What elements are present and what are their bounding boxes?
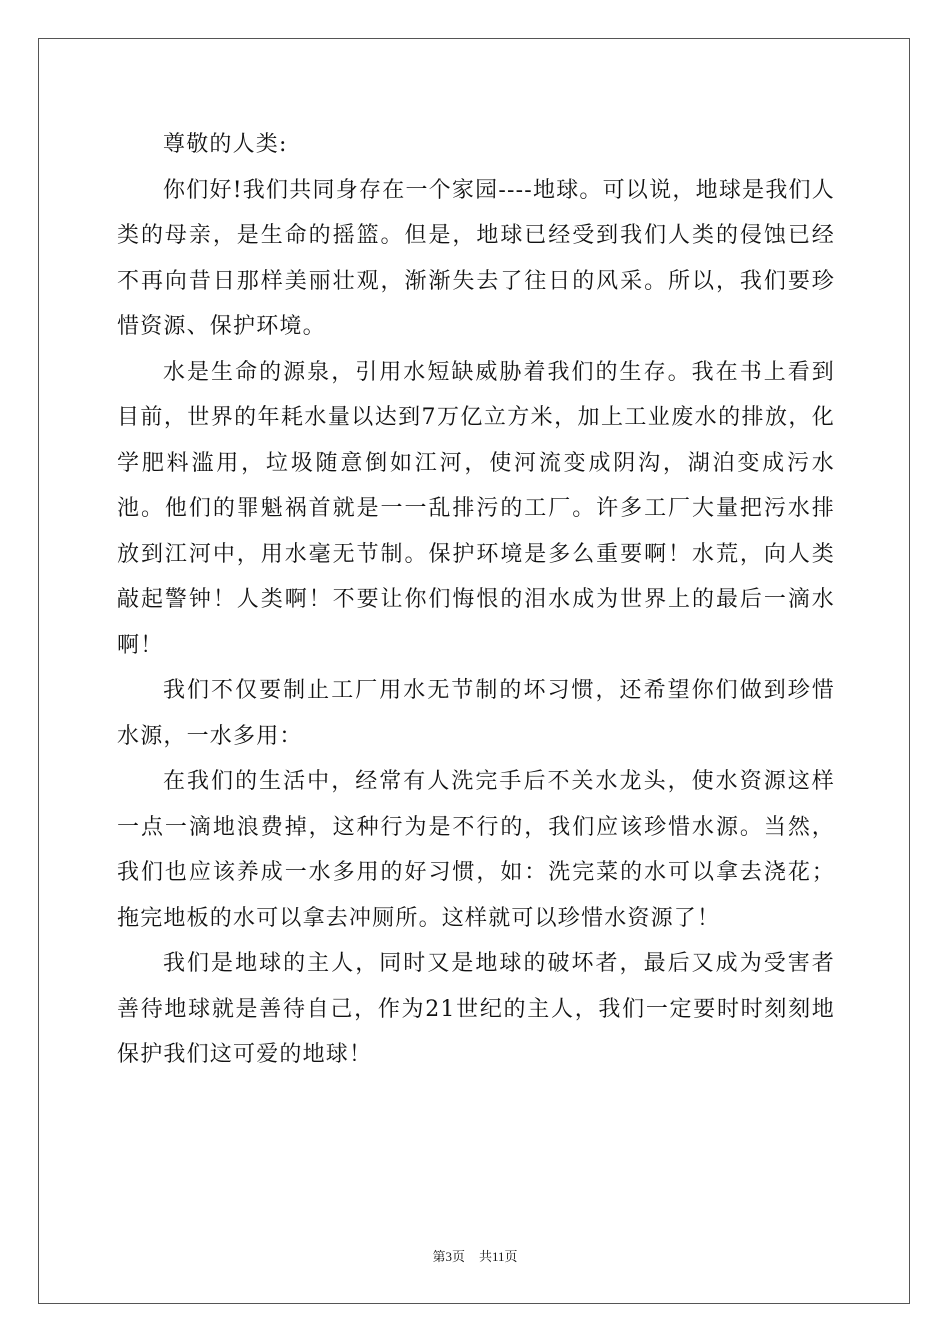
- paragraph-3: 我们不仅要制止工厂用水无节制的坏习惯，还希望你们做到珍惜水源，一水多用：: [117, 678, 835, 749]
- paragraph-2: 水是生命的源泉，引用水短缺威胁着我们的生存。我在书上看到目前，世界的年耗水量以达到7万亿立方米，加上工业废水的排放，化学肥料滥用，垃圾随意倒如江河，使河流变成阴沟，湖泊变成污水池。他们的罪魁祸首就是一一乱排污的工厂。许多工厂大量把污水排放到江河中，用水毫无节制。保护环境是多么重要啊！水荒，向人类敲起警钟！人类啊！不要让你们悔恨的泪水成为世界上的最后一滴水啊！: [117, 359, 835, 658]
- paragraph-1: 你们好!我们共同身存在一个家园----地球。可以说，地球是我们人类的母亲，是生命的摇篮。但是，地球已经受到我们人类的侵蚀已经不再向昔日那样美丽壮观，渐渐失去了往日的风采。所以，我们要珍惜资源、保护环境。: [117, 177, 835, 339]
- salutation: 尊敬的人类:: [163, 132, 288, 157]
- page-total: 共11页: [478, 1249, 518, 1264]
- paragraph-4: 在我们的生活中，经常有人洗完手后不关水龙头，使水资源这样一点一滴地浪费掉，这种行为是不行的，我们应该珍惜水源。当然，我们也应该养成一水多用的好习惯，如：洗完菜的水可以拿去浇花；拖完地板的水可以拿去冲厕所。这样就可以珍惜水资源了！: [117, 769, 835, 931]
- document-body: [117, 122, 835, 1078]
- page-footer: [0, 1246, 950, 1265]
- page-number: 第3页: [432, 1249, 465, 1264]
- paragraph-5: 我们是地球的主人，同时又是地球的破坏者，最后又成为受害者善待地球就是善待自己，作为21世纪的主人，我们一定要时时刻刻地保护我们这可爱的地球！: [117, 951, 835, 1067]
